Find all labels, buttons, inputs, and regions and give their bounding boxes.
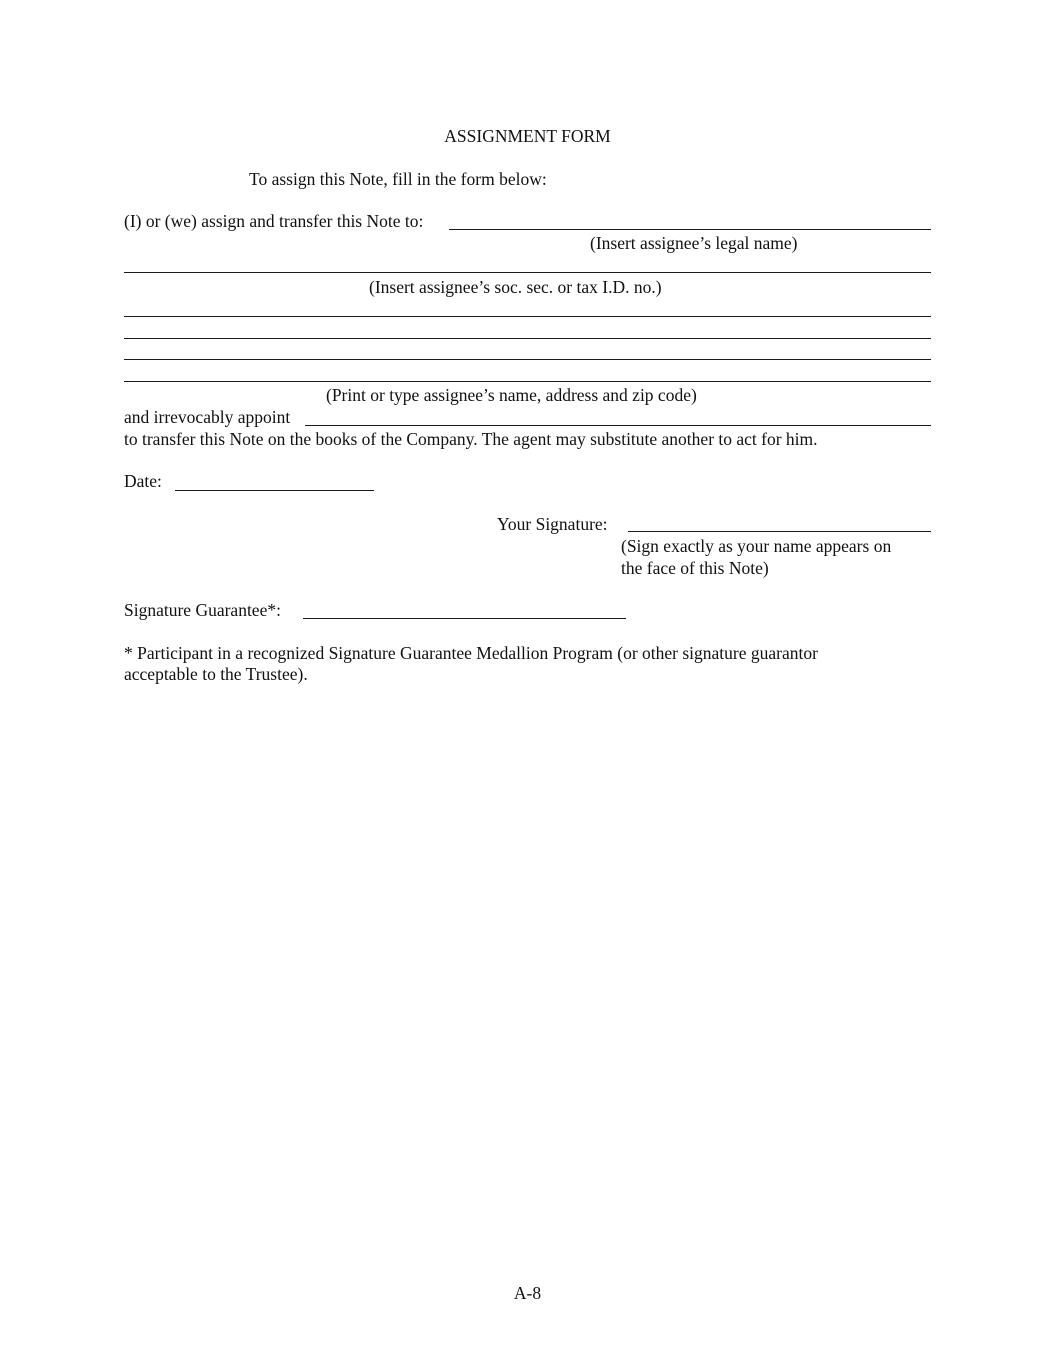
assign-label: (I) or (we) assign and transfer this Note to: — [124, 211, 424, 231]
signature-caption-line-2: the face of this Note) — [621, 558, 769, 578]
assignee-tax-id-field[interactable] — [124, 272, 931, 273]
assignee-address-line-3[interactable] — [124, 359, 931, 360]
assignee-address-caption: (Print or type assignee’s name, address and zip code) — [326, 385, 697, 405]
assignee-legal-name-caption: (Insert assignee’s legal name) — [590, 233, 798, 253]
assignee-address-line-1[interactable] — [124, 316, 931, 317]
guarantee-field[interactable] — [303, 618, 626, 619]
assignee-tax-id-caption: (Insert assignee’s soc. sec. or tax I.D. no.) — [369, 277, 662, 297]
assignee-address-line-2[interactable] — [124, 338, 931, 339]
appoint-label: and irrevocably appoint — [124, 407, 291, 427]
date-field[interactable] — [175, 490, 374, 491]
footnote-line-1: * Participant in a recognized Signature Guarantee Medallion Program (or other signature guarantor — [124, 643, 818, 663]
guarantee-label: Signature Guarantee*: — [124, 600, 281, 620]
date-label: Date: — [124, 471, 162, 491]
signature-label: Your Signature: — [497, 514, 608, 534]
form-intro: To assign this Note, fill in the form below: — [249, 169, 547, 189]
page-number: A-8 — [513, 1283, 542, 1303]
assignee-legal-name-field[interactable] — [449, 229, 931, 230]
signature-caption-line-1: (Sign exactly as your name appears on — [621, 536, 892, 556]
assignee-address-line-4[interactable] — [124, 381, 931, 382]
footnote-line-2: acceptable to the Trustee). — [124, 664, 308, 684]
signature-field[interactable] — [628, 531, 931, 532]
transfer-text: to transfer this Note on the books of the Company. The agent may substitute another to act for him. — [124, 429, 818, 449]
agent-name-field[interactable] — [305, 425, 931, 426]
form-title: ASSIGNMENT FORM — [444, 126, 611, 146]
